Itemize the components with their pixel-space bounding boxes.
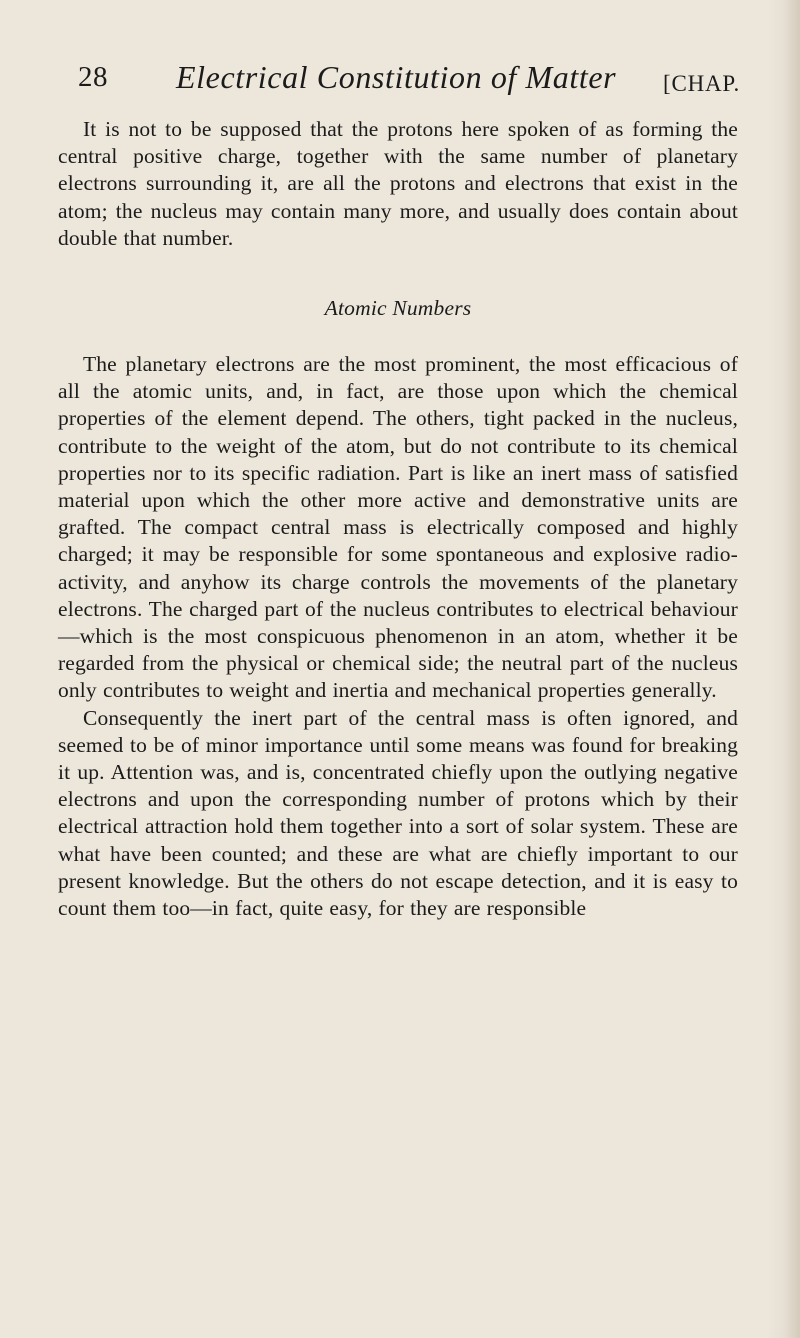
paragraph-3: Consequently the inert part of the central mass is often ignored, and seemed to be of minor importance until some means was found for breaking it up. Attention was, and is, concentrated chiefly upon the outlying negative electrons and upon the corresponding number of protons which by their electrical attraction hold them together into a sort of solar system. These are what have been counted; and these are what are chiefly important to our present knowledge. But the others do not escape detection, and it is easy to count them too—in fact, quite easy, for they are responsible <box>58 705 738 921</box>
section-heading: Atomic Numbers <box>324 296 472 321</box>
paragraph-1: It is not to be supposed that the protons here spoken of as forming the central positive charge, together with the same number of planetary electrons surrounding it, are all the protons and electrons that exist in the atom; the nucleus may contain many more, and usually does contain about double that number. <box>58 117 738 250</box>
page-header <box>78 58 740 104</box>
page-body <box>58 116 738 922</box>
page-edge-shadow <box>784 0 800 1338</box>
chapter-label: [CHAP. <box>662 71 740 96</box>
running-title: Electrical Constitution of Matter <box>176 59 617 95</box>
paragraph-2: The planetary electrons are the most prominent, the most efficacious of all the atomic units, and, in fact, are those upon which the chemical properties of the element depend. The others, tight packed in the nucleus, contribute to the weight of the atom, but do not contribute to its chemical properties nor to its specific radiation. Part is like an inert mass of satisfied material upon which the other more active and demonstrative units are grafted. The compact central mass is electrically composed and highly charged; it may be responsible for some spontaneous and explosive radio-activity, and anyhow its charge controls the movements of the planetary electrons. The charged part of the nucleus contributes to electrical behaviour—which is the most conspicuous phenomenon in an atom, whether it be regarded from the physical or chemical side; the neutral part of the nucleus only contributes to weight and inertia and mechanical properties generally. <box>58 352 738 703</box>
page-number: 28 <box>78 61 108 93</box>
